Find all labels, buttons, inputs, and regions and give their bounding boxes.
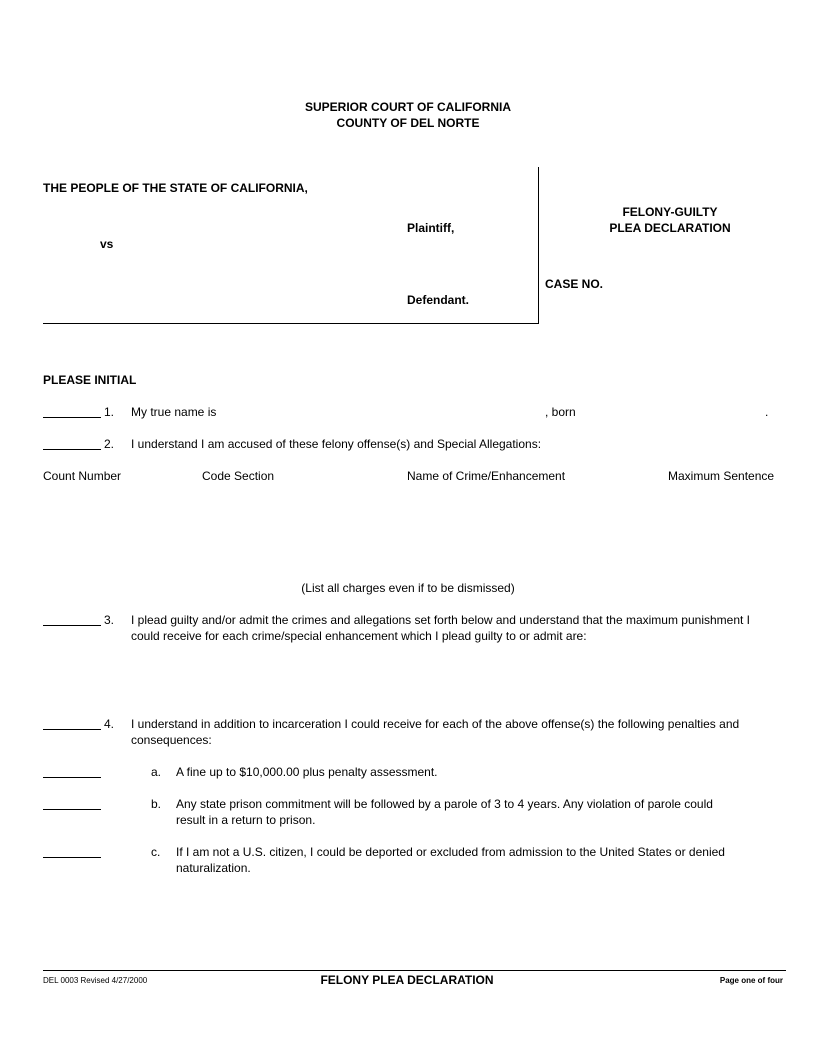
form-title-line1: FELONY-GUILTY [622,205,718,219]
subitem-a-text: A fine up to $10,000.00 plus penalty assessment. [176,765,438,779]
subitem-b-text: Any state prison commitment will be followed by a parole of 3 to 4 years. Any violation of parole could result in a return to prison. [176,797,713,827]
column-code-section: Code Section [202,469,275,483]
people-party: THE PEOPLE OF THE STATE OF CALIFORNIA, [43,181,308,195]
column-count-number: Count Number [43,469,122,483]
item-2-number: 2. [104,437,115,451]
vs-label: vs [100,237,114,251]
plaintiff-label: Plaintiff, [407,221,455,235]
court-name: SUPERIOR COURT OF CALIFORNIA [305,100,511,114]
subitem-c-letter: c. [151,845,161,859]
item-2-text: I understand I am accused of these felony offense(s) and Special Allegations: [131,437,542,451]
page-number: Page one of four [719,976,783,985]
footer-rule [43,970,786,971]
item-1-born: , born [545,405,576,419]
initial-blank-4c[interactable] [43,857,101,858]
form-id: DEL 0003 Revised 4/27/2000 [43,976,148,985]
subitem-a-letter: a. [151,765,162,779]
caption-divider-vertical [538,167,539,324]
item-1-text: My true name is [131,405,217,419]
item-4-text: I understand in addition to incarceration I could receive for each of the above offense(s) the following penalties and consequences: [131,717,740,747]
initial-blank-4[interactable] [43,729,101,730]
initial-blank-4b[interactable] [43,809,101,810]
item-4-number: 4. [104,717,115,731]
county-name: COUNTY OF DEL NORTE [336,116,480,130]
item-1-period: . [765,405,769,419]
item-3-text: I plead guilty and/or admit the crimes and allegations set forth below and understand that the maximum punishment I could receive for each crime/special enhancement which I plead guilty to or admit are: [131,613,751,643]
defendant-label: Defendant. [407,293,470,307]
initial-blank-2[interactable] [43,449,101,450]
subitem-c-text: If I am not a U.S. citizen, I could be deported or excluded from admission to the United States or denied naturalization. [176,845,725,875]
initial-blank-3[interactable] [43,625,101,626]
item-3-number: 3. [104,613,115,627]
caption-divider-horizontal [43,323,538,324]
please-initial-heading: PLEASE INITIAL [43,373,137,387]
footer-title: FELONY PLEA DECLARATION [320,973,494,987]
column-crime-name: Name of Crime/Enhancement [407,469,566,483]
charges-note: (List all charges even if to be dismissed) [301,581,515,595]
case-number-label: CASE NO. [545,277,604,291]
item-1-number: 1. [104,405,115,419]
form-title-line2: PLEA DECLARATION [609,221,731,235]
subitem-b-letter: b. [151,797,162,811]
initial-blank-4a[interactable] [43,777,101,778]
initial-blank-1[interactable] [43,417,101,418]
column-maximum-sentence: Maximum Sentence [668,469,775,483]
